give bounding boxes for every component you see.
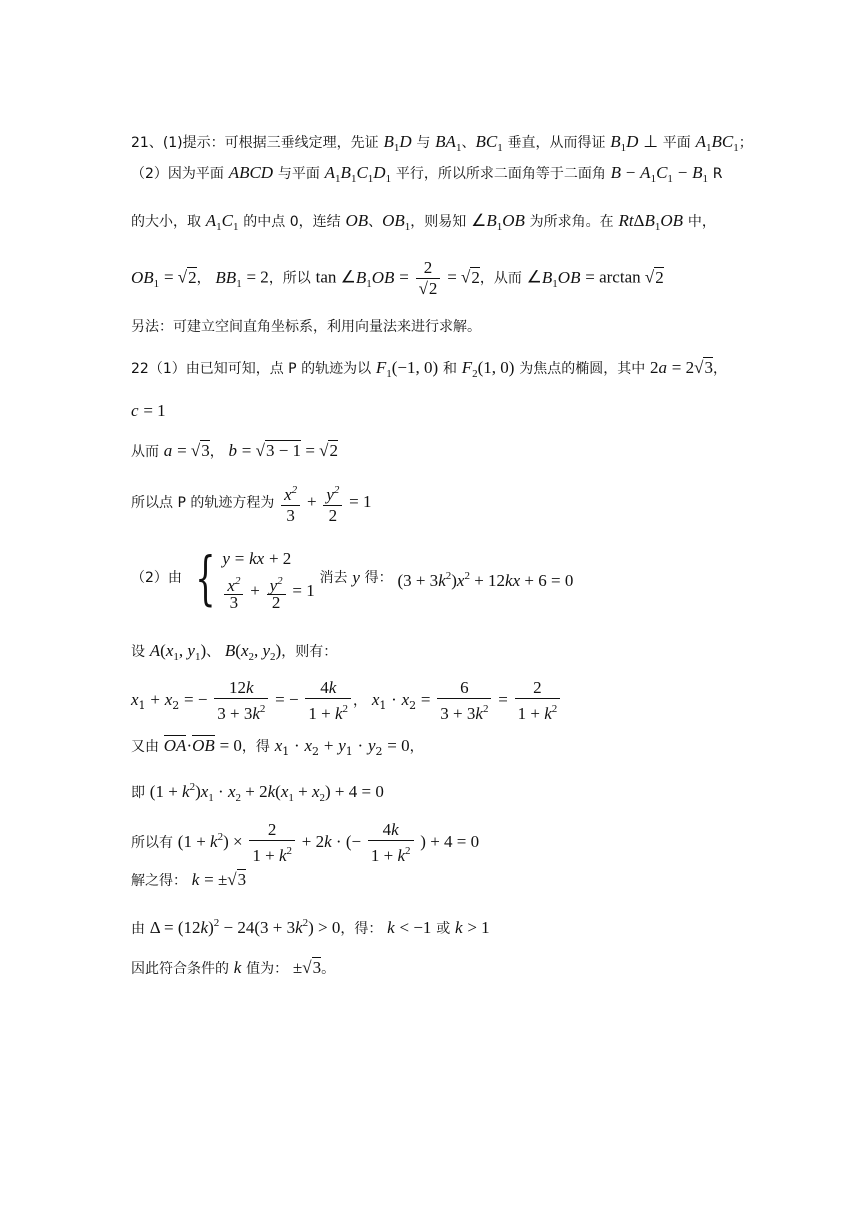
line-22-AB: 设 $A(x_1$, $y_1$)、 $B(x_2$, $y_2$)，则有： bbox=[131, 641, 338, 663]
line-21-alt: 另法：可建立空间直角坐标系，利用向量法来进行求解。 bbox=[131, 319, 481, 335]
line-21-1: 21、(1)提示：可根据三垂线定理，先证 $B_1D$ 与 $BA_1$、$BC_1$ 垂直，从而得证 $B_1D$ ⊥ 平面 $A_1BC_1$； bbox=[131, 132, 753, 154]
line-21-2: （2）因为平面 ABCD 与平面 $A_1B_1C_1D_1$ 平行，所以所求二面角等于二面角 $B - A_1C_1 - B_1$ R bbox=[131, 163, 723, 185]
line-22-c: c = 1 bbox=[131, 401, 166, 420]
line-22-ellipse: 所以点 P 的轨迹方程为 $\frac{x^2}{3}$ + $\frac{y^2}{2}$ = 1 bbox=[131, 480, 372, 526]
line-22-answer: 因此符合条件的 k 值为： ±√3。 bbox=[131, 958, 336, 977]
line-22-ab: 从而 a = √3， b = √3 − 1 = √2 bbox=[131, 441, 338, 460]
line-21-3: 的大小，取 $A_1C_1$ 的中点 0，连结 OB、$OB_1$，则易知 $\angle B_1OB$ 为所求角。在 RtΔB$_1$OB 中， bbox=[131, 211, 716, 233]
line-22-2-system: （2）由 { y = kx + 2 $\frac{x^2}{3}$ + $\frac{y^2}{2}$ = 1 消去 y 得： $(3 + 3k^2)x^2 + 12kx + 6 = 0$ bbox=[131, 544, 574, 612]
line-22-1: 22（1）由已知可知，点 P 的轨迹为以 $F_1(-1$, 0) 和 $F_2(1$, 0) 为焦点的椭圆，其中 2a = 2√3， bbox=[131, 358, 727, 380]
line-22-solve: 解之得： k = ±√3 bbox=[131, 870, 247, 889]
line-22-delta: 由 $\Delta = (12k)^2 - 24(3 + 3k^2) > 0$，得： k < −1 或 k > 1 bbox=[131, 917, 490, 937]
line-22-subst: 所以有 $(1 + k^2)$ × $\frac{2}{1 + k^2}$ + 2k · (− $\frac{4k}{1 + k^2}$ ) + 4 = 0 bbox=[131, 820, 480, 865]
line-21-4: $OB_1 = √2$， $BB_1 = 2$，所以 $\tan \angle B_1OB$ = $\frac{2}{√2}$ = √2，从而 $\angle B_1OB = \arctan √2$ bbox=[131, 258, 664, 298]
line-22-vieta: $x_1 + x_2$ = − $\frac{12k}{3 + 3k^2}$ = − $\frac{4k}{1 + k^2}$ ， $x_1 \cdot x_2$ = $\frac{6}{3 + 3k^2}$ = $\frac{2}{1 + k^2}$ bbox=[131, 678, 562, 724]
line-22-dot: 又由 OA·OB = 0，得 $x_1 \cdot x_2 + y_1 \cdot y_2 = 0$， bbox=[131, 736, 424, 758]
line-22-expand: 即 $(1 + k^2)x_1 \cdot x_2 + 2k(x_1 + x_2) + 4 = 0$ bbox=[131, 781, 384, 804]
